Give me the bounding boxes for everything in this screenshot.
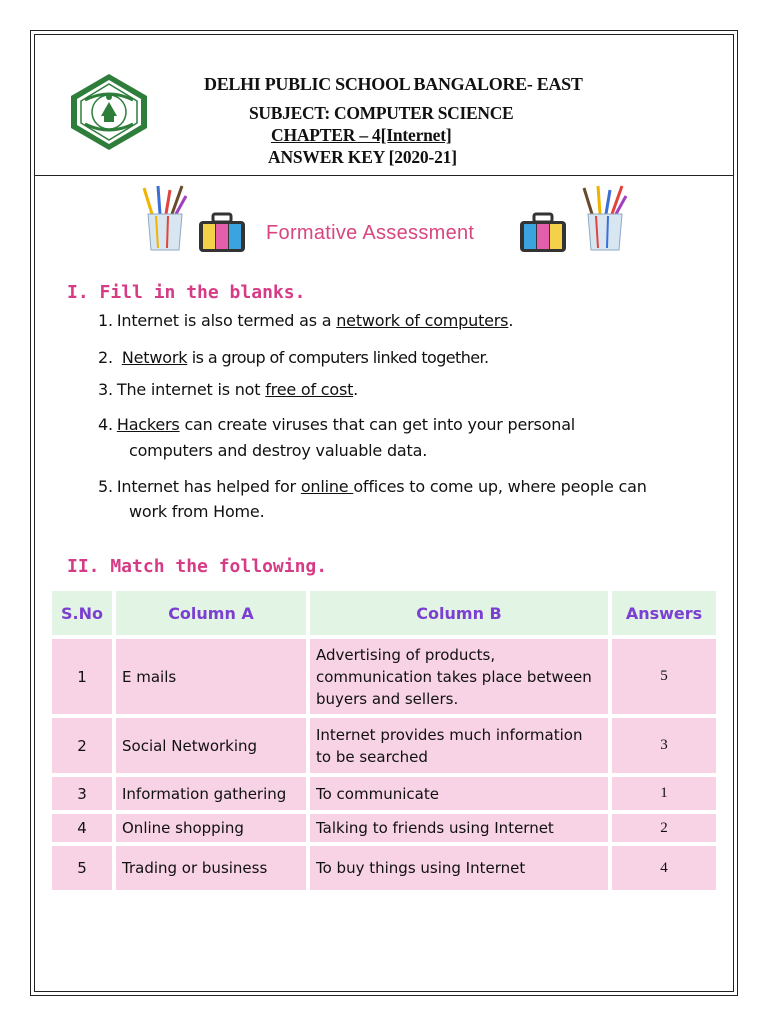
answer-blank: Network <box>121 348 188 367</box>
row-answer: 4 <box>612 846 716 890</box>
table-row <box>52 718 716 773</box>
row-column-b <box>310 718 608 773</box>
row-sno: 5 <box>52 846 112 890</box>
row-sno: 4 <box>52 814 112 842</box>
question-3 <box>98 380 358 399</box>
question-4-continuation: computers and destroy valuable data. <box>129 441 428 460</box>
briefcase-icon <box>518 212 568 254</box>
chapter-line: CHAPTER – 4[Internet] <box>271 125 452 145</box>
answer-blank: Hackers <box>116 415 180 434</box>
question-2 <box>98 348 489 367</box>
question-number: 1. <box>98 311 113 330</box>
question-text: . <box>508 311 514 330</box>
column-header-answers: Answers <box>612 591 716 635</box>
briefcase-icon <box>197 212 247 254</box>
question-text: . <box>353 380 359 399</box>
row-sno: 3 <box>52 777 112 810</box>
header-divider <box>34 175 734 176</box>
row-column-b <box>310 814 608 842</box>
column-b-line: buyers and sellers. <box>316 689 459 708</box>
table-row <box>52 639 716 714</box>
formative-assessment-title: Formative Assessment <box>266 222 475 244</box>
row-column-a: Social Networking <box>116 718 306 773</box>
column-header-b: Column B <box>310 591 608 635</box>
column-b-line: to be searched <box>316 747 428 766</box>
row-column-a: E mails <box>116 639 306 714</box>
answer-key-line: ANSWER KEY [2020-21] <box>268 147 457 167</box>
row-sno: 2 <box>52 718 112 773</box>
row-answer: 5 <box>612 639 716 714</box>
column-b-line: Talking to friends using Internet <box>316 819 554 837</box>
answer-blank: online <box>300 477 354 496</box>
column-b-line: communication takes place between <box>316 667 592 686</box>
row-column-b <box>310 777 608 810</box>
pencil-cup-icon <box>580 184 630 254</box>
table-row <box>52 846 716 890</box>
row-answer: 2 <box>612 814 716 842</box>
match-table <box>48 587 720 894</box>
column-b-line: To communicate <box>316 784 439 803</box>
column-b-line: To buy things using Internet <box>316 859 526 877</box>
row-column-b <box>310 846 608 890</box>
school-name: DELHI PUBLIC SCHOOL BANGALORE- EAST <box>204 74 583 94</box>
question-5 <box>98 477 647 496</box>
row-column-a: Trading or business <box>116 846 306 890</box>
column-b-line: Advertising of products, <box>316 645 496 664</box>
question-4 <box>98 415 575 434</box>
row-column-b <box>310 639 608 714</box>
question-text: Internet is also termed as a <box>116 311 337 330</box>
school-logo <box>68 72 150 152</box>
question-text: is a group of computers linked together. <box>187 348 489 367</box>
row-answer: 3 <box>612 718 716 773</box>
row-answer: 1 <box>612 777 716 810</box>
question-number: 4. <box>98 415 113 434</box>
question-number: 2. <box>98 348 113 367</box>
section-match-heading: II. Match the following. <box>67 556 328 577</box>
answer-blank: free of cost <box>265 380 354 399</box>
answer-blank: network of computers <box>336 311 509 330</box>
column-b-line: Internet provides much information <box>316 725 583 744</box>
question-number: 3. <box>98 380 113 399</box>
table-header-row <box>52 591 716 635</box>
question-text: can create viruses that can get into your personal <box>179 415 576 434</box>
column-header-sno: S.No <box>52 591 112 635</box>
question-number: 5. <box>98 477 113 496</box>
question-text: offices to come up, where people can <box>353 477 647 496</box>
row-column-a: Information gathering <box>116 777 306 810</box>
row-column-a: Online shopping <box>116 814 306 842</box>
question-1 <box>98 311 513 330</box>
table-row <box>52 814 716 842</box>
question-text: The internet is not <box>116 380 266 399</box>
table-row <box>52 777 716 810</box>
question-text: Internet has helped for <box>116 477 301 496</box>
subject-line: SUBJECT: COMPUTER SCIENCE <box>249 103 514 123</box>
question-5-continuation: work from Home. <box>129 502 265 521</box>
column-header-a: Column A <box>116 591 306 635</box>
row-sno: 1 <box>52 639 112 714</box>
pencil-cup-icon <box>140 184 190 254</box>
section-fill-blanks-heading: I. Fill in the blanks. <box>67 282 306 303</box>
